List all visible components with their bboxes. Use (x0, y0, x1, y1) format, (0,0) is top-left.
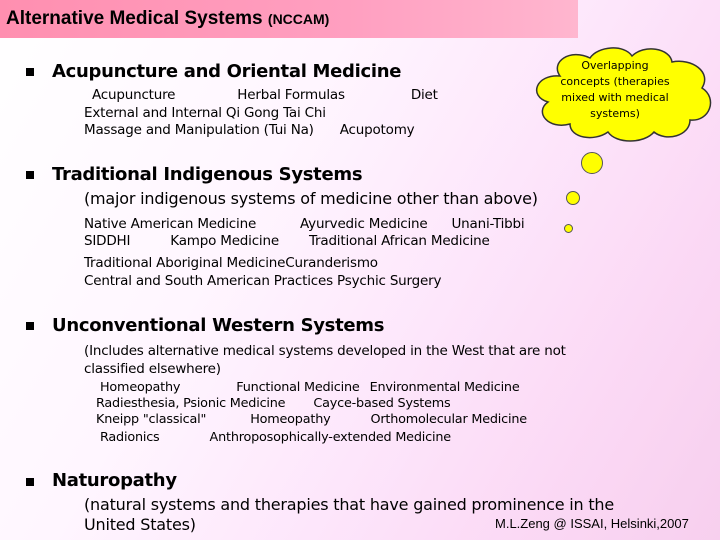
section-heading-traditional-indigenous: Traditional Indigenous Systems (52, 164, 363, 185)
content-line: Central and South American Practices Psychic Surgery (84, 273, 442, 289)
section-note: (major indigenous systems of medicine other than above) (84, 189, 538, 208)
title-bar (0, 0, 578, 38)
thought-bubble-medium (566, 191, 580, 205)
section-note: (natural systems and therapies that have gained prominence in the (84, 495, 615, 514)
section-note: United States) (84, 515, 196, 534)
slide-title-source: (NCCAM) (267, 11, 330, 27)
section-note: classified elsewhere) (84, 361, 221, 377)
bullet-marker (26, 68, 34, 76)
content-line: Radionics Anthroposophically-extended Medicine (100, 430, 451, 445)
content-line: Radiesthesia, Psionic Medicine Cayce-based Systems (96, 396, 451, 411)
thought-bubble-small (564, 224, 573, 233)
content-line: Traditional Aboriginal MedicineCuranderismo (84, 255, 378, 271)
section-heading-naturopathy: Naturopathy (52, 470, 177, 491)
bullet-marker (26, 171, 34, 179)
content-line: Kneipp "classical" Homeopathy Orthomolecular Medicine (96, 412, 527, 427)
section-heading-unconventional-western: Unconventional Western Systems (52, 315, 385, 336)
content-line: Massage and Manipulation (Tui Na) Acupotomy (84, 122, 415, 138)
bullet-marker (26, 478, 34, 486)
section-heading-acupuncture: Acupuncture and Oriental Medicine (52, 61, 402, 82)
section-note: (Includes alternative medical systems developed in the West that are not (84, 343, 566, 359)
content-line: SIDDHI Kampo Medicine Traditional African Medicine (84, 233, 490, 249)
thought-bubble-large (581, 152, 603, 174)
bullet-marker (26, 322, 34, 330)
content-line: Acupuncture Herbal Formulas Diet (92, 87, 438, 103)
credit-footer: M.L.Zeng @ ISSAI, Helsinki,2007 (495, 516, 689, 531)
slide-title: Alternative Medical Systems (NCCAM) (6, 8, 330, 29)
content-line: Native American Medicine Ayurvedic Medicine Unani-Tibbi (84, 216, 525, 232)
content-line: Homeopathy Functional Medicine Environmental Medicine (100, 380, 520, 395)
content-line: External and Internal Qi Gong Tai Chi (84, 105, 326, 121)
cloud-callout-text: Overlapping concepts (therapies mixed with medical systems) (560, 59, 670, 120)
